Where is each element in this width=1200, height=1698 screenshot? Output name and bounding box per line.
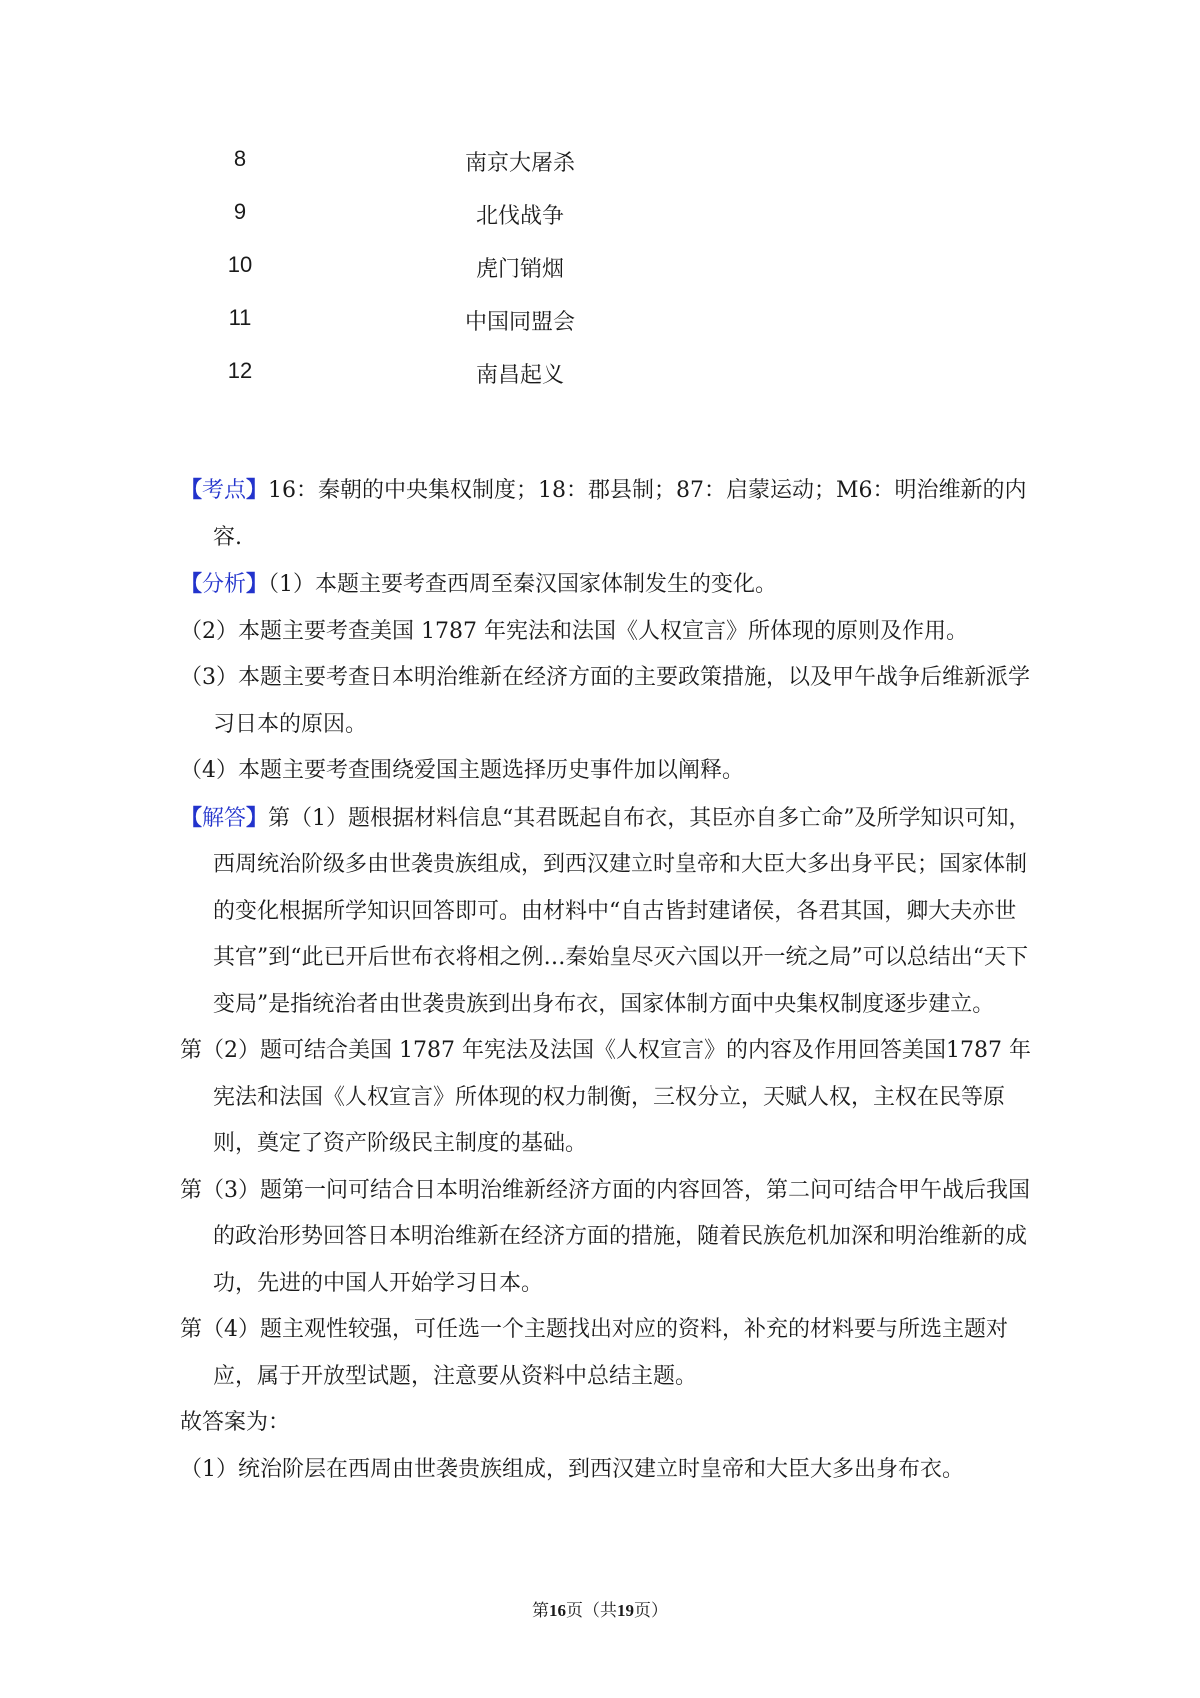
tag-bracket: 【 — [180, 571, 203, 597]
fenxi-tag: 分析 — [202, 572, 247, 597]
footer-page-number: 16 — [549, 1601, 566, 1620]
tag-bracket: 】 — [246, 571, 269, 597]
page-footer — [0, 1596, 1200, 1621]
answer-body — [180, 467, 1035, 1493]
list-item-event: 北伐战争 — [475, 204, 564, 229]
tag-bracket: 【 — [180, 477, 203, 503]
event-list — [0, 146, 1200, 411]
list-item-event: 虎门销烟 — [475, 257, 564, 282]
jieda-item: 第（4）题主观性较强，可任选一个主题找出对应的资料，补充的材料要与所选主题对应，属于开放型试题，注意要从资料中总结主题。 — [180, 1317, 1008, 1389]
tag-bracket: 【 — [180, 804, 203, 831]
fenxi-item: （3）本题主要考查日本明治维新在经济方面的主要政策措施，以及甲午战争后维新派学习日本的原因。 — [180, 665, 1030, 737]
answer-item: （1）统治阶层在西周由世袭贵族组成，到西汉建立时皇帝和大臣大多出身布衣。 — [180, 1456, 964, 1482]
answer-intro: 故答案为： — [180, 1410, 291, 1435]
fenxi-section — [180, 561, 1035, 609]
list-item — [0, 305, 1200, 358]
kaodian-text: 16：秦朝的中央集权制度；18：郡县制；87：启蒙运动；M6：明治维新的内容. — [213, 478, 1027, 550]
jieda-tag: 解答 — [202, 805, 247, 831]
footer-total-pages: 19 — [617, 1601, 634, 1620]
footer-prefix: 第 — [532, 1601, 549, 1621]
list-item-number: 12 — [227, 358, 253, 383]
list-item — [0, 252, 1200, 305]
list-item-number: 8 — [233, 146, 247, 171]
list-item — [0, 146, 1200, 199]
jieda-item: 第（3）题第一问可结合日本明治维新经济方面的内容回答，第二问可结合甲午战后我国的政治形势回答日本明治维新在经济方面的措施，随着民族危机加深和明治维新的成功，先进的中国人开始学习日本。 — [180, 1177, 1030, 1296]
list-item — [0, 358, 1200, 411]
kaodian-tag: 考点 — [202, 478, 247, 503]
list-item — [0, 199, 1200, 252]
list-item-event: 南京大屠杀 — [464, 151, 575, 176]
kaodian-section — [180, 467, 1035, 561]
list-item-number: 11 — [228, 305, 252, 330]
list-item-event: 南昌起义 — [475, 363, 564, 388]
jieda-section — [180, 795, 1035, 1029]
list-item-event: 中国同盟会 — [464, 310, 575, 335]
list-item-number: 9 — [233, 199, 247, 224]
list-item-number: 10 — [227, 252, 253, 277]
fenxi-item: （2）本题主要考查美国 1787 年宪法和法国《人权宣言》所体现的原则及作用。 — [180, 618, 968, 644]
jieda-item: 第（2）题可结合美国 1787 年宪法及法国《人权宣言》的内容及作用回答美国1787 年宪法和法国《人权宣言》所体现的权力制衡，三权分立，天赋人权，主权在民等原则，奠定了资产阶级民主制度的基础。 — [180, 1038, 1031, 1156]
fenxi-item: （4）本题主要考查围绕爱国主题选择历史事件加以阐释。 — [180, 758, 744, 783]
tag-bracket: 】 — [246, 804, 269, 831]
jieda-text: 第（1）题根据材料信息“其君既起自布衣，其臣亦自多亡命”及所学知识可知，西周统治阶级多由世袭贵族组成，到西汉建立时皇帝和大臣大多出身平民；国家体制的变化根据所学知识回答即可。由材料中“自古皆封建诸侯，各君其国，卿大夫亦世其官”到“此已开后世布衣将相之例…秦始皇尽灭六国以开一统之局”可以总结出“天下变局”是指统治者由世袭贵族到出身布衣，国家体制方面中央集权制度逐步建立。 — [213, 805, 1031, 1017]
footer-middle: 页（共 — [566, 1601, 617, 1621]
fenxi-text: （1）本题主要考查西周至秦汉国家体制发生的变化。 — [268, 572, 778, 597]
tag-bracket: 】 — [246, 477, 269, 503]
footer-suffix: 页） — [634, 1601, 668, 1621]
